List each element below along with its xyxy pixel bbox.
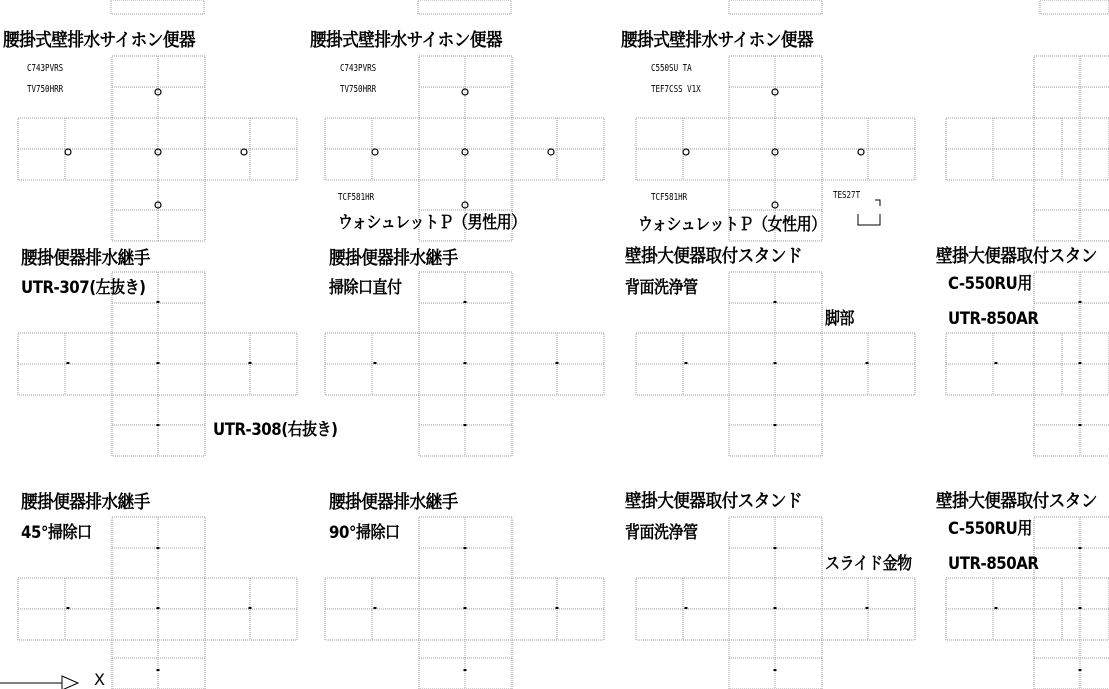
joint-bottom-dot-0 [157,424,160,426]
model-code-3d: TES27T [833,190,861,201]
fitting-bottom-dot-1 [464,669,467,671]
stand-title-1: 壁掛大便器取付スタンド [625,246,803,267]
joint-top-dot-0 [157,301,160,303]
stand-title-4: 壁掛大便器取付スタン [936,491,1097,512]
fitting-top-dot-0 [157,547,160,549]
top-cell-a [111,0,204,14]
fitting-left-dot-0 [67,607,70,609]
fitting-code-left: UTR-307(左抜き) [21,278,146,298]
fitting-left-dot-2 [685,607,688,609]
fitting-title-left: 腰掛便器排水継手 [21,248,150,269]
fitting-mid-dot-0 [157,607,160,609]
joint-left-dot-3 [995,362,998,364]
joint-right-dot-0 [249,362,252,364]
fitting-top-dot-1 [464,547,467,549]
top-cell-c [729,0,822,14]
stand-title-2: 壁掛大便器取付スタン [936,246,1097,267]
bowl-left-symbol-0 [65,149,71,155]
x-axis-label: X [94,670,105,689]
bowl-right-symbol-1 [548,149,554,155]
stand-model-4b: UTR-850AR [948,554,1039,574]
stand-sub-1: 背面洗浄管 [625,278,698,298]
stand-leg-label: 脚部 [825,309,855,329]
joint-bottom-dot-1 [464,424,467,426]
bowl-left-symbol-1 [372,149,378,155]
fitting-title-90: 腰掛便器排水継手 [329,492,458,513]
joint-bottom-dot-2 [774,424,777,426]
fitting-title-45: 腰掛便器排水継手 [21,492,150,513]
bracket-symbol [858,200,880,225]
joint-mid-dot-3 [1079,362,1082,364]
top-cell-b [418,0,511,14]
fitting-title-cleanout: 腰掛便器排水継手 [329,248,458,269]
fitting-sub-cleanout: 掃除口直付 [329,278,402,298]
joint-right-dot-1 [556,362,559,364]
grid-r1-d-column [1034,56,1109,241]
fitting-mid-dot-2 [774,607,777,609]
fitting-code-right: UTR-308(右抜き) [213,420,338,440]
joint-left-dot-2 [685,362,688,364]
joint-left-dot-0 [67,362,70,364]
model-code-3b: TEF7CSS V1X [651,84,701,95]
model-code-3c: TCF581HR [651,192,688,203]
fitting-top-dot-2 [774,547,777,549]
joint-bottom-dot-3 [1079,424,1082,426]
top-cell-d [1040,0,1109,14]
fitting-bottom-dot-2 [774,669,777,671]
bowl-right-symbol-0 [241,149,247,155]
joint-top-dot-3 [1079,301,1082,303]
fitting-sub-45: 45°掃除口 [21,523,92,543]
model-code-2b: TV750HRR [340,84,377,95]
washlet-male-label: ウォシュレットＰ（男性用） [338,213,526,233]
fitting-left-dot-3 [995,607,998,609]
fitting-right-dot-0 [249,607,252,609]
stand-title-3: 壁掛大便器取付スタンド [625,491,803,512]
stand-model-2b: UTR-850AR [948,309,1039,329]
joint-mid-dot-1 [464,362,467,364]
fitting-bottom-dot-0 [157,669,160,671]
model-code-2a: C743PVRS [340,63,377,74]
joint-top-dot-2 [774,301,777,303]
joint-left-dot-1 [374,362,377,364]
fitting-top-dot-3 [1079,547,1082,549]
bowl-right-symbol-2 [858,149,864,155]
fitting-mid-dot-1 [464,607,467,609]
grid-r3-d-column [1034,517,1109,689]
model-code-3a: C550SU TA [651,63,692,74]
joint-mid-dot-0 [157,362,160,364]
fitting-left-dot-1 [374,607,377,609]
stand-model-2: C-550RU用 [948,274,1032,294]
washlet-female-label: ウォシュレットＰ（女性用） [638,215,826,235]
joint-top-dot-1 [464,301,467,303]
bowl-left-symbol-2 [683,149,689,155]
fitting-mid-dot-3 [1079,607,1082,609]
grid-r2-d-column [1034,272,1109,456]
stand-slide-label: スライド金物 [825,554,912,574]
fitting-sub-90: 90°掃除口 [329,523,400,543]
fitting-right-dot-1 [556,607,559,609]
fixture-title-3: 腰掛式壁排水サイホン便器 [621,30,814,51]
model-code-1b: TV750HRR [27,84,64,95]
fitting-right-dot-2 [866,607,869,609]
joint-right-dot-2 [866,362,869,364]
fitting-bottom-dot-3 [1079,669,1082,671]
joint-mid-dot-2 [774,362,777,364]
model-code-2c: TCF581HR [338,192,375,203]
model-code-1a: C743PVRS [27,63,64,74]
x-axis-arrow-icon [62,676,78,689]
stand-model-4: C-550RU用 [948,519,1032,539]
fixture-title-1: 腰掛式壁排水サイホン便器 [3,30,196,51]
fixture-title-2: 腰掛式壁排水サイホン便器 [310,30,503,51]
stand-sub-3: 背面洗浄管 [625,523,698,543]
